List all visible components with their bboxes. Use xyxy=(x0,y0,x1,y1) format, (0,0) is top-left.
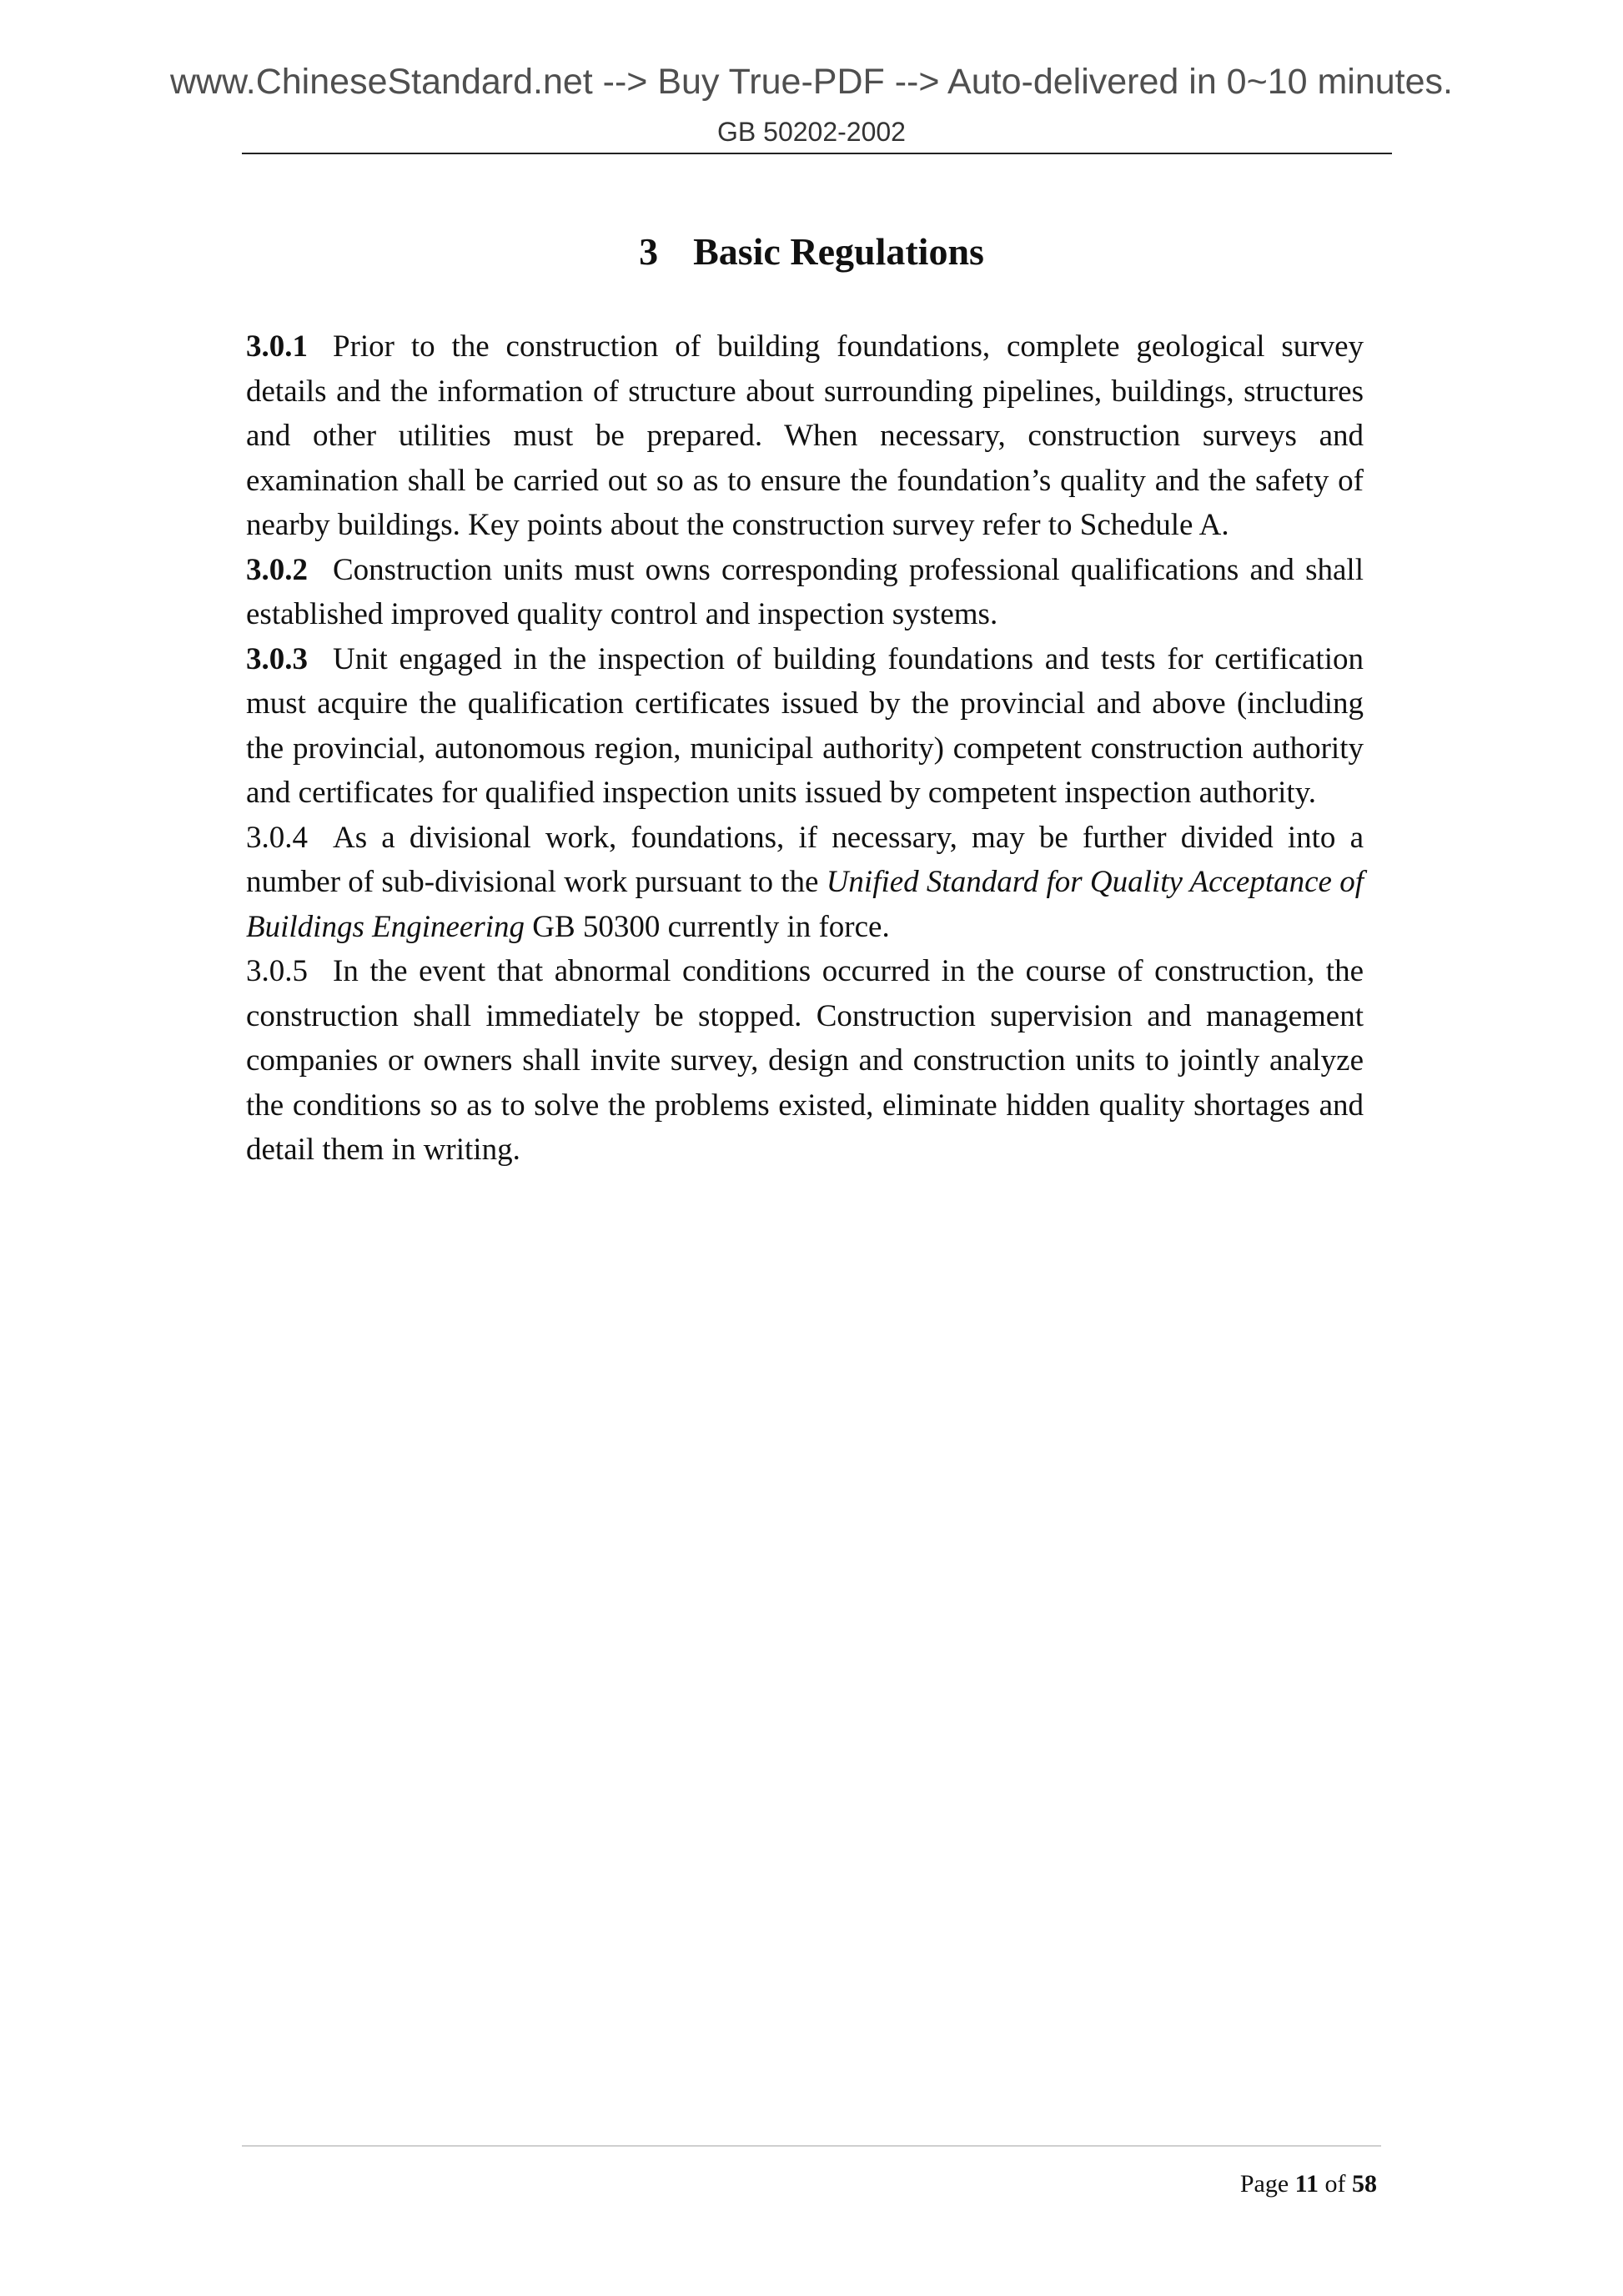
current-page: 11 xyxy=(1294,2170,1319,2198)
footer-divider xyxy=(242,2145,1381,2147)
page-number xyxy=(1240,2170,1377,2198)
clause-text-before: As a divisional work, foundations, if necessary, may be further divided into a number of sub-divisional work pursuant to the xyxy=(246,820,1364,899)
clause-text: In the event that abnormal conditions occurred in the course of construction, the construction shall immediately be stopped. Construction supervision and management companies or owners shall invite survey, design and construction units to jointly analyze the conditions so as to solve the problems existed, eliminate hidden quality shortages and detail them in writing. xyxy=(246,954,1364,1167)
clause-3-0-3 xyxy=(246,637,1364,816)
clause-text: Construction units must owns corresponding professional qualifications and shall established improved quality control and inspection systems. xyxy=(246,552,1364,631)
of-label: of xyxy=(1324,2170,1346,2198)
clause-3-0-1 xyxy=(246,324,1364,548)
clause-number: 3.0.1 xyxy=(246,329,308,364)
clause-number: 3.0.2 xyxy=(246,552,308,587)
clause-number: 3.0.5 xyxy=(246,954,308,988)
section-title: Basic Regulations xyxy=(693,230,984,273)
page-label: Page xyxy=(1239,2170,1289,2198)
clause-3-0-2 xyxy=(246,548,1364,637)
body-text xyxy=(246,324,1364,1173)
source-banner: www.ChineseStandard.net --> Buy True-PDF --> Auto-delivered in 0~10 minutes. xyxy=(169,62,1453,102)
document-code: GB 50202-2002 xyxy=(717,117,906,147)
clause-3-0-4 xyxy=(246,816,1364,950)
clause-number: 3.0.3 xyxy=(246,641,308,676)
standard-reference-title: Unified Standard for Quality Acceptance of Buildings Engineering xyxy=(246,865,1364,944)
section-number: 3 xyxy=(639,230,659,273)
clause-3-0-5 xyxy=(246,949,1364,1173)
clause-text-after: GB 50300 currently in force. xyxy=(532,909,890,944)
clause-text: Prior to the construction of building foundations, complete geological survey details and the information of structure about surrounding pipelines, buildings, structures and other utilities must be prepared. When necessary, construction surveys and examination shall be carried out so as to ensure the foundation’s quality and the safety of nearby buildings. Key points about the construction survey refer to Schedule A. xyxy=(246,329,1364,542)
clause-text: Unit engaged in the inspection of building foundations and tests for certification must acquire the qualification certificates issued by the provincial and above (including the provincial, autonomous region, municipal authority) competent construction authority and certificates for qualified inspection units issued by competent inspection authority. xyxy=(246,641,1364,810)
total-pages: 58 xyxy=(1352,2170,1377,2198)
section-heading xyxy=(0,229,1623,274)
clause-number: 3.0.4 xyxy=(246,820,308,855)
header-divider xyxy=(242,153,1392,154)
